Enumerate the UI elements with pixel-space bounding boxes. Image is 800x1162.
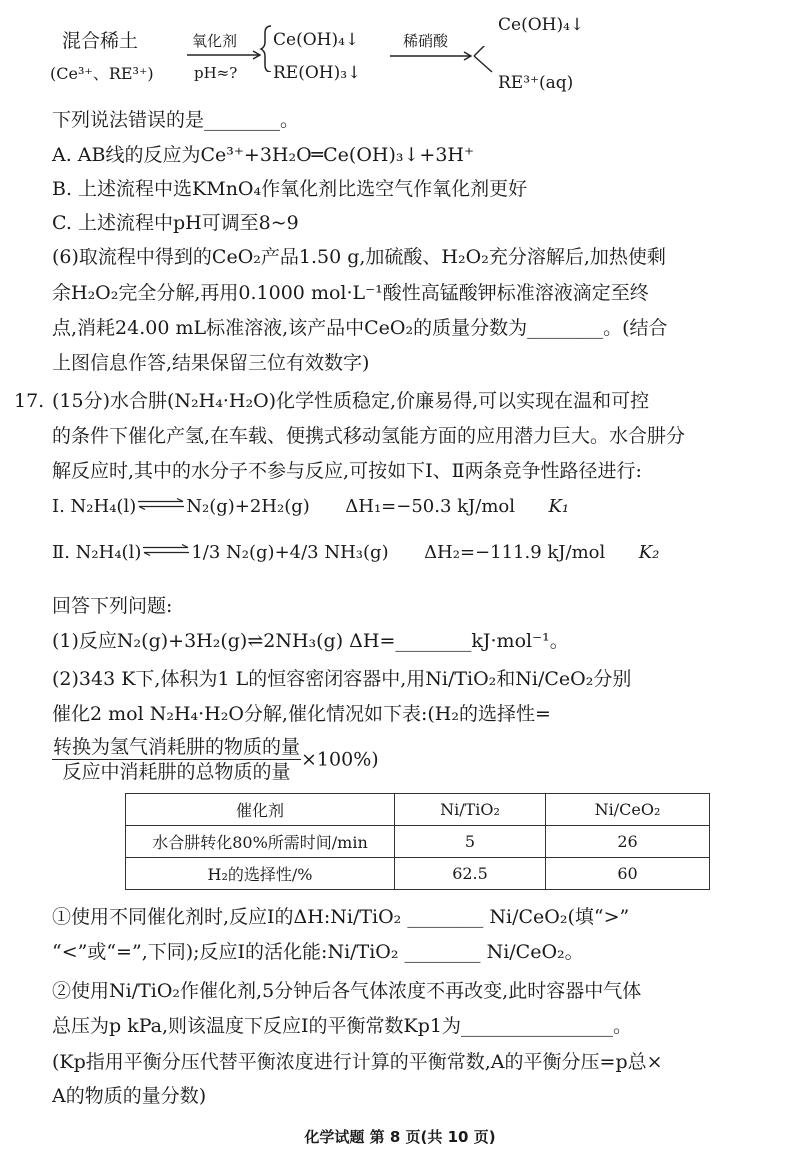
sub-question-1: (1)反应N₂(g)+3H₂(g)⇌2NH₃(g) ΔH=________kJ·mol⁻¹。 xyxy=(52,630,569,652)
flow-end-solution: RE³⁺(aq) xyxy=(498,73,574,93)
q17-line-1: (15分)水合肼(N₂H₄·H₂O)化学性质稳定,价廉易得,可以实现在温和可控 xyxy=(52,390,650,412)
flow-step2-reagent: 稀硝酸 xyxy=(403,32,449,50)
sub-question-2-line-1: (2)343 K下,体积为1 L的恒容密闭容器中,用Ni/TiO₂和Ni/CeO₂分别 xyxy=(52,668,632,690)
sub-question-2-line-2: 催化2 mol N₂H₄·H₂O分解,催化情况如下表:(H₂的选择性= xyxy=(52,703,551,725)
part-2-line-2: 总压为p kPa,则该温度下反应Ⅰ的平衡常数Kp1为________________。 xyxy=(52,1015,632,1037)
table-cell: 5 xyxy=(395,826,546,858)
flow-step1-reagent: 氧化剂 xyxy=(192,32,238,50)
q17-line-2: 的条件下催化产氢,在车载、便携式移动氢能方面的应用潜力巨大。水合肼分 xyxy=(52,425,686,447)
reaction-2 xyxy=(52,540,659,566)
flow-mid-precipitate-ce: Ce(OH)₄↓ xyxy=(273,30,360,50)
flow-step1-condition: pH≈? xyxy=(194,64,238,82)
selectivity-denominator: 反应中消耗肼的总物质的量 xyxy=(62,761,291,783)
table-cell: 26 xyxy=(546,826,710,858)
part-1-line-1: ①使用不同催化剂时,反应Ⅰ的ΔH:Ni/TiO₂ ________ Ni/CeO₂(填“>” xyxy=(52,906,630,928)
table-cell: H₂的选择性/% xyxy=(126,858,395,890)
q6-line-4: 上图信息作答,结果保留三位有效数字) xyxy=(52,352,370,374)
table-cell: 62.5 xyxy=(395,858,546,890)
table-header-cell: Ni/TiO₂ xyxy=(395,794,546,826)
reaction-1-enthalpy: ΔH₁=−50.3 kJ/mol xyxy=(345,496,515,517)
flow-mid-precipitate-re: RE(OH)₃↓ xyxy=(273,63,362,83)
reaction-2-products: 1/3 N₂(g)+4/3 NH₃(g) xyxy=(191,542,389,563)
flow-arrow-1 xyxy=(185,24,280,72)
process-flow-diagram xyxy=(0,0,800,100)
selectivity-fraction xyxy=(52,736,301,785)
selectivity-numerator: 转换为氢气消耗肼的物质的量 xyxy=(53,736,301,758)
answer-intro: 回答下列问题: xyxy=(52,595,173,617)
note-line-1: (Kp指用平衡分压代替平衡浓度进行计算的平衡常数,A的平衡分压=p总× xyxy=(52,1051,663,1073)
flow-start-label: 混合稀土 xyxy=(62,30,139,52)
reaction-1-products: N₂(g)+2H₂(g) xyxy=(186,496,310,517)
q5-option-a: A. AB线的反应为Ce³⁺+3H₂O═Ce(OH)₃↓+3H⁺ xyxy=(52,144,475,166)
part-1-line-2: “<”或“=”,下同);反应Ⅰ的活化能:Ni/TiO₂ ________ Ni/CeO₂。 xyxy=(52,941,584,963)
catalyst-table xyxy=(125,793,710,890)
reaction-1-reactant: Ⅰ. N₂H₄(l) xyxy=(52,496,137,517)
selectivity-factor: ×100%) xyxy=(301,748,379,771)
q6-line-2: 余H₂O₂完全分解,再用0.1000 mol·L⁻¹酸性高锰酸钾标准溶液滴定至终 xyxy=(52,282,649,304)
q6-line-3: 点,消耗24.00 mL标准溶液,该产品中CeO₂的质量分数为________。(结合 xyxy=(52,317,668,339)
reaction-1 xyxy=(52,494,569,520)
table-header-cell: Ni/CeO₂ xyxy=(546,794,710,826)
selectivity-formula xyxy=(52,736,379,785)
page-footer: 化学试题 第 8 页(共 10 页) xyxy=(304,1128,496,1146)
reaction-1-constant: K₁ xyxy=(548,496,570,517)
table-row xyxy=(126,858,710,890)
flow-arrow-2 xyxy=(388,46,498,86)
q5-option-c: C. 上述流程中pH可调至8~9 xyxy=(52,212,299,234)
q5-option-b: B. 上述流程中选KMnO₄作氧化剂比选空气作氧化剂更好 xyxy=(52,178,528,200)
note-line-2: A的物质的量分数) xyxy=(52,1085,207,1107)
q17-number: 17. xyxy=(14,390,45,412)
table-header-cell: 催化剂 xyxy=(126,794,395,826)
table-header-row xyxy=(126,794,710,826)
flow-end-precipitate: Ce(OH)₄↓ xyxy=(498,15,585,35)
reaction-2-reactant: Ⅱ. N₂H₄(l) xyxy=(52,542,142,563)
table-cell: 水合肼转化80%所需时间/min xyxy=(126,826,395,858)
q5-prompt: 下列说法错误的是________。 xyxy=(52,109,300,131)
table-row xyxy=(126,826,710,858)
reaction-2-constant: K₂ xyxy=(638,542,660,563)
q6-line-1: (6)取流程中得到的CeO₂产品1.50 g,加硫酸、H₂O₂充分溶解后,加热使剩 xyxy=(52,246,666,268)
table-cell: 60 xyxy=(546,858,710,890)
reaction-2-enthalpy: ΔH₂=−111.9 kJ/mol xyxy=(424,542,606,563)
part-2-line-1: ②使用Ni/TiO₂作催化剂,5分钟后各气体浓度不再改变,此时容器中气体 xyxy=(52,980,642,1002)
q17-line-3: 解反应时,其中的水分子不参与反应,可按如下Ⅰ、Ⅱ两条竞争性路径进行: xyxy=(52,460,642,482)
flow-start-ions: (Ce³⁺、RE³⁺) xyxy=(50,64,154,83)
equilibrium-arrow-icon xyxy=(142,544,190,556)
equilibrium-arrow-icon xyxy=(137,498,185,510)
